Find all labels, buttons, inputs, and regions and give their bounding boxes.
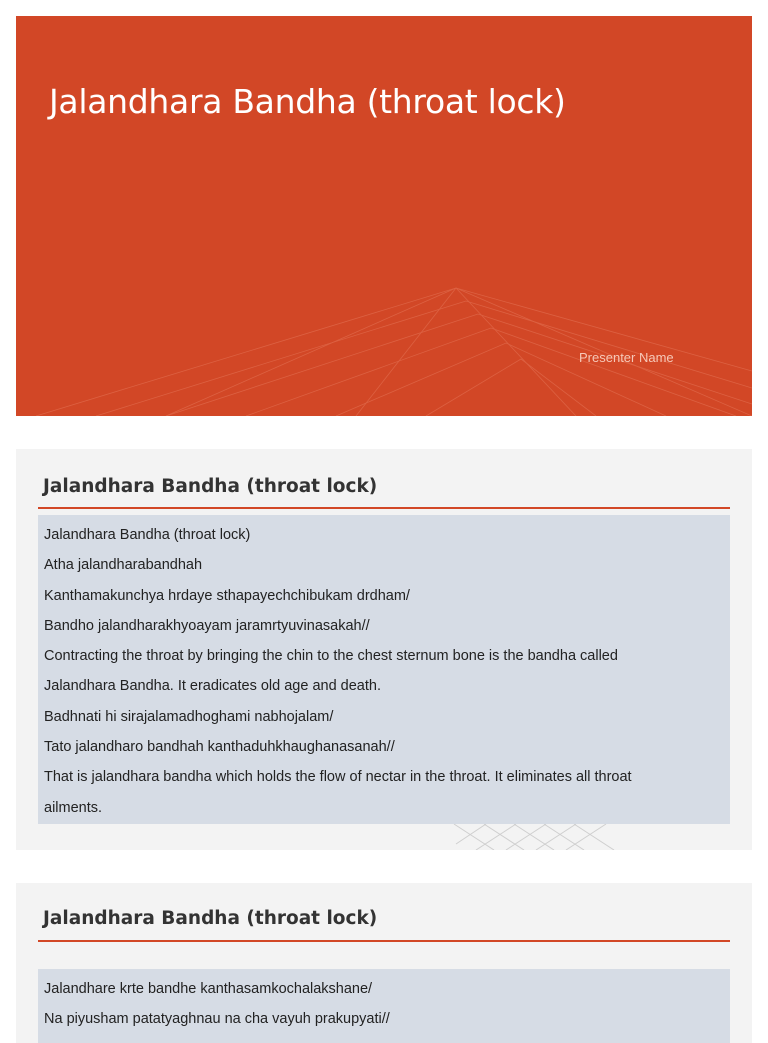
heading-divider [38,507,730,509]
content-slide-1 [16,449,752,850]
title-slide-heading: Jalandhara Bandha (throat lock) [49,82,566,121]
content-slide-2 [16,883,752,1043]
text-line: Tato jalandharo bandhah kanthaduhkhaughanasanah// [44,739,395,756]
text-box [38,515,730,824]
text-line: Jalandhara Bandha (throat lock) [44,527,251,543]
text-box [38,969,730,1043]
heading-divider [38,940,730,942]
text-line: That is jalandhara bandha which holds the flow of nectar in the throat. It eliminates all throat [44,769,632,786]
title-slide [16,16,752,416]
text-line: Jalandhare krte bandhe kanthasamkochalakshane/ [44,981,373,997]
text-line: Jalandhara Bandha. It eradicates old age and death. [44,678,381,695]
text-line: Atha jalandharabandhah [44,557,203,574]
text-line: Kanthamakunchya hrdaye sthapayechchibukam drdham/ [44,587,410,604]
text-line: Bandho jalandharakhyoayam jaramrtyuvinasakah// [44,617,370,634]
text-line: Badhnati hi sirajalamadhoghami nabhojalam/ [44,708,334,725]
slide-heading: Jalandhara Bandha (throat lock) [43,908,378,929]
slide-heading: Jalandhara Bandha (throat lock) [43,476,378,497]
text-line: ailments. [44,799,103,816]
presenter-name: Presenter Name [579,350,674,365]
text-line: Contracting the throat by bringing the chin to the chest sternum bone is the bandha called [44,648,618,665]
text-line: Na piyusham patatyaghnau na cha vayuh prakupyati// [44,1011,390,1028]
